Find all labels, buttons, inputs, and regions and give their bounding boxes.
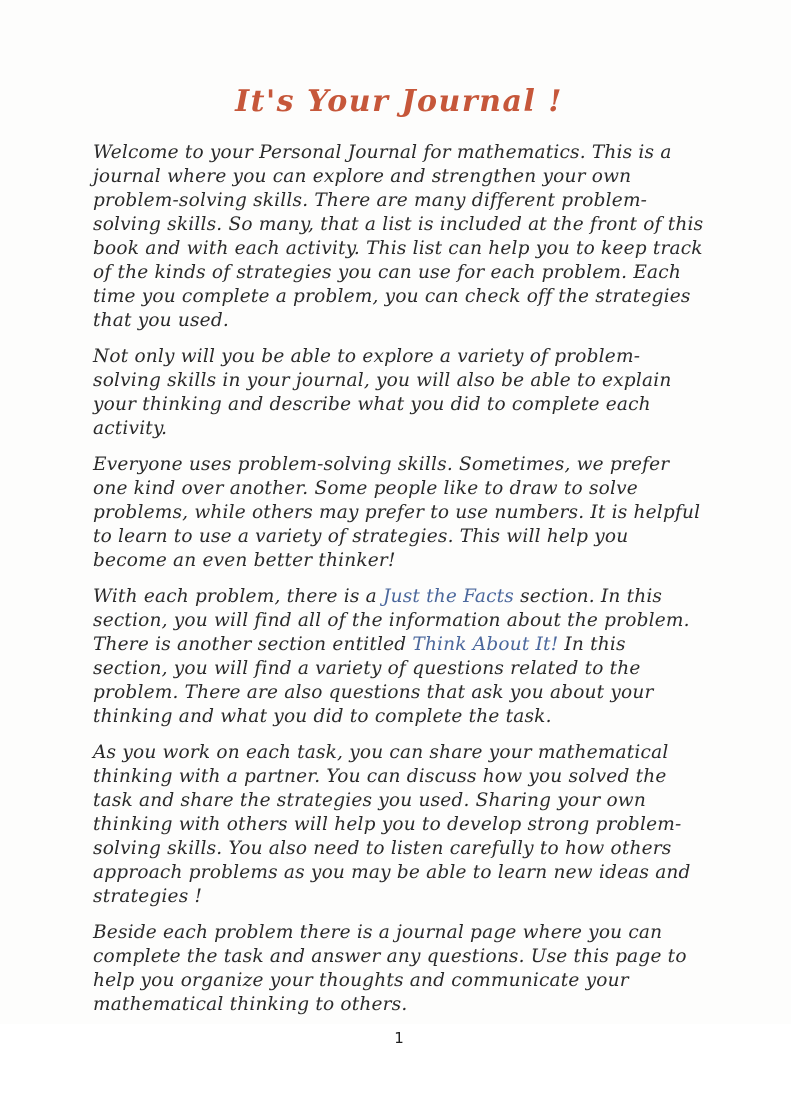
text-run: Beside each problem there is a journal page where you can complete the task and answer any questions. Use this page to help you organize your thoughts and communicate your mathematical thinking to others.	[93, 922, 687, 1015]
text-run: section. In this section, you will find all of the information about the problem. There is another section entitled	[93, 586, 690, 655]
just-the-facts-label: Just the Facts	[382, 586, 515, 607]
paragraph-everyone	[93, 453, 705, 573]
paragraph-sections	[93, 585, 705, 729]
text-run: With each problem, there is a	[93, 586, 383, 607]
paragraph-sharing	[93, 741, 705, 909]
paragraph-explore	[93, 345, 705, 441]
text-run: Not only will you be able to explore a variety of problem-solving skills in your journal, you will also be able to explain your thinking and describe what you did to complete each activity.	[93, 346, 672, 439]
think-about-it-label: Think About It!	[412, 634, 559, 655]
text-run: Welcome to your Personal Journal for mathematics. This is a journal where you can explore and strengthen your own problem-solving skills. There are many different problem-solving skills. So many, that a list is included at the front of this book and with each activity. This list can help you to keep track of the kinds of strategies you can use for each problem. Each time you complete a problem, you can check off the strategies that you used.	[93, 142, 704, 331]
text-run: As you work on each task, you can share your mathematical thinking with a partner. You can discuss how you solved the task and share the strategies you used. Sharing your own thinking with others will help you to develop strong problem-solving skills. You also need to listen carefully to how others approach problems as you may be able to learn new ideas and strategies !	[93, 742, 691, 907]
text-run: In this section, you will find a variety of questions related to the problem. There are also questions that ask you about your thinking and what you did to complete the task.	[93, 634, 654, 727]
paragraph-welcome	[93, 141, 705, 333]
paragraph-journal-page	[93, 921, 705, 1017]
page-title: It's Your Journal !	[235, 84, 563, 119]
body-text	[93, 141, 705, 1029]
page-number: 1	[394, 1029, 404, 1047]
text-run: Everyone uses problem-solving skills. Sometimes, we prefer one kind over another. Some people like to draw to solve problems, while others may prefer to use numbers. It is helpful to learn to use a variety of strategies. This will help you become an even better thinker!	[93, 454, 701, 571]
